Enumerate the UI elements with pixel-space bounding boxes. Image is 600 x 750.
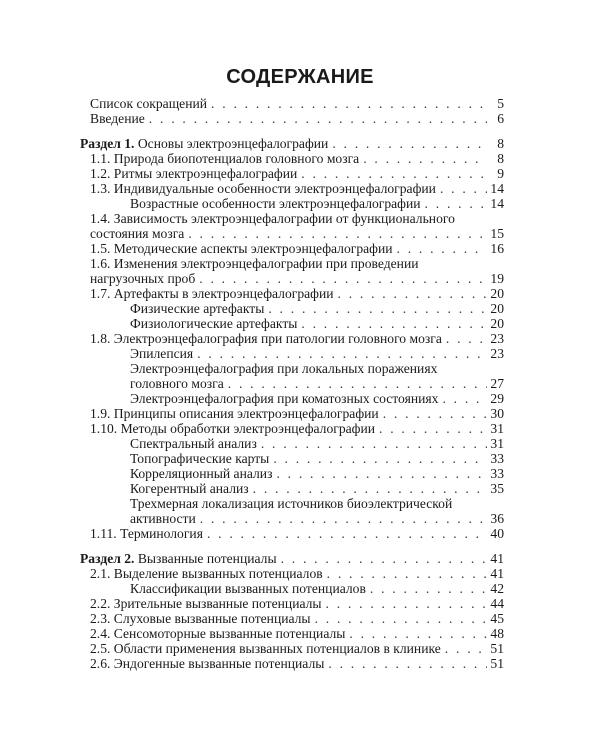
- toc-entry-title: 1.8. Электроэнцефалография при патологии головного мозга: [90, 331, 442, 346]
- dot-leader: [261, 436, 487, 451]
- toc-entry[interactable]: [80, 111, 504, 126]
- page-number: 36: [490, 511, 504, 526]
- dot-leader: [349, 626, 487, 641]
- toc-entry[interactable]: [80, 596, 504, 611]
- toc-entry[interactable]: [80, 421, 504, 436]
- toc-entry-title: Эпилепсия: [130, 346, 194, 361]
- toc-entry[interactable]: [80, 166, 504, 181]
- toc-entry[interactable]: [80, 436, 504, 451]
- dot-leader: [211, 96, 487, 111]
- page-number: 48: [490, 626, 504, 641]
- toc-entry-title: 2.6. Эндогенные вызванные потенциалы: [90, 656, 325, 671]
- toc-entry-title: 1.7. Артефакты в электроэнцефалографии: [90, 286, 334, 301]
- toc-entry-title-continued: головного мозга: [130, 376, 224, 391]
- toc-entry-title: Вызванные потенциалы: [137, 551, 277, 566]
- toc-entry-title: Физиологические артефакты: [130, 316, 298, 331]
- page-number: 42: [490, 581, 504, 596]
- toc-entry-title: Трехмерная локализация источников биоэлектрической: [130, 496, 453, 511]
- table-of-contents: [80, 96, 504, 671]
- toc-entry-title: 1.6. Изменения электроэнцефалографии при проведении: [90, 256, 419, 271]
- page-number: 33: [490, 466, 504, 481]
- dot-leader: [228, 376, 487, 391]
- page-number: 33: [490, 451, 504, 466]
- toc-entry-title: 2.1. Выделение вызванных потенциалов: [90, 566, 323, 581]
- page-number: 16: [490, 241, 504, 256]
- dot-leader: [440, 181, 487, 196]
- toc-entry[interactable]: [80, 316, 504, 331]
- page-number: 29: [490, 391, 504, 406]
- section-label: Раздел 2.: [80, 551, 135, 566]
- toc-entry[interactable]: [80, 301, 504, 316]
- toc-entry-title: Основы электроэнцефалографии: [137, 136, 329, 151]
- toc-entry-title: Топографические карты: [130, 451, 270, 466]
- section-label: Раздел 1.: [80, 136, 135, 151]
- toc-entry-title: Физические артефакты: [130, 301, 265, 316]
- toc-entry[interactable]: [80, 451, 504, 466]
- toc-entry[interactable]: [80, 496, 504, 526]
- page-number: 51: [490, 641, 504, 656]
- toc-entry-title: 2.5. Области применения вызванных потенциалов в клинике: [90, 641, 441, 656]
- dot-leader: [370, 581, 487, 596]
- toc-entry[interactable]: [80, 566, 504, 581]
- toc-entry[interactable]: [80, 211, 504, 241]
- page-title: СОДЕРЖАНИЕ: [226, 66, 374, 88]
- toc-entry-title: 2.2. Зрительные вызванные потенциалы: [90, 596, 322, 611]
- toc-entry-title: 1.5. Методические аспекты электроэнцефалографии: [90, 241, 393, 256]
- page-number: 41: [490, 566, 504, 581]
- dot-leader: [276, 466, 487, 481]
- toc-entry-title: Когерентный анализ: [130, 481, 249, 496]
- page-number: 35: [490, 481, 504, 496]
- dot-leader: [188, 226, 487, 241]
- toc-entry[interactable]: [80, 331, 504, 346]
- toc-entry[interactable]: [80, 151, 504, 166]
- toc-entry[interactable]: [80, 286, 504, 301]
- toc-entry-title: Электроэнцефалография при локальных поражениях: [130, 361, 438, 376]
- page-number: 31: [490, 436, 504, 451]
- dot-leader: [253, 481, 487, 496]
- page-number: 40: [490, 526, 504, 541]
- dot-leader: [301, 316, 487, 331]
- page-number: 14: [490, 181, 504, 196]
- toc-entry[interactable]: [80, 581, 504, 596]
- page-number: 20: [490, 301, 504, 316]
- dot-leader: [445, 641, 487, 656]
- toc-entry-title: 1.9. Принципы описания электроэнцефалографии: [90, 406, 379, 421]
- toc-entry-title-continued: активности: [130, 511, 196, 526]
- dot-leader: [446, 331, 487, 346]
- toc-entry[interactable]: [80, 256, 504, 286]
- page-number: 8: [497, 136, 504, 151]
- toc-entry-title: 2.3. Слуховые вызванные потенциалы: [90, 611, 311, 626]
- toc-entry-title: Корреляционный анализ: [130, 466, 273, 481]
- dot-leader: [301, 166, 487, 181]
- dot-leader: [149, 111, 487, 126]
- toc-entry[interactable]: [80, 181, 504, 196]
- toc-entry[interactable]: [80, 611, 504, 626]
- page-number: 23: [490, 331, 504, 346]
- dot-leader: [338, 286, 487, 301]
- page-number: 51: [490, 656, 504, 671]
- page-number: 30: [490, 406, 504, 421]
- toc-entry[interactable]: [80, 466, 504, 481]
- page-number: 20: [490, 316, 504, 331]
- toc-entry[interactable]: [80, 641, 504, 656]
- dot-leader: [207, 526, 487, 541]
- toc-entry[interactable]: [80, 96, 504, 111]
- toc-entry[interactable]: [80, 241, 504, 256]
- toc-entry-title: Введение: [90, 111, 145, 126]
- toc-entry-title: Спектральный анализ: [130, 436, 257, 451]
- toc-entry-title: 1.1. Природа биопотенциалов головного мозга: [90, 151, 360, 166]
- page-number: 31: [490, 421, 504, 436]
- toc-entry-title: 1.11. Терминология: [90, 526, 203, 541]
- page-number: 20: [490, 286, 504, 301]
- toc-entry-title: 1.3. Индивидуальные особенности электроэнцефалографии: [90, 181, 436, 196]
- toc-entry-title-continued: состояния мозга: [90, 226, 185, 241]
- toc-entry-title: Классификации вызванных потенциалов: [130, 581, 366, 596]
- dot-leader: [442, 391, 487, 406]
- dot-leader: [425, 196, 487, 211]
- dot-leader: [383, 406, 487, 421]
- page-number: 9: [497, 166, 504, 181]
- page-number: 19: [490, 271, 504, 286]
- toc-entry-title: 1.2. Ритмы электроэнцефалографии: [90, 166, 298, 181]
- toc-entry[interactable]: [80, 136, 504, 151]
- dot-leader: [200, 511, 487, 526]
- page-number: 15: [490, 226, 504, 241]
- toc-entry[interactable]: [80, 346, 504, 361]
- page-number: 8: [497, 151, 504, 166]
- page-number: 6: [497, 111, 504, 126]
- toc-entry[interactable]: [80, 391, 504, 406]
- toc-entry-title: Список сокращений: [90, 96, 208, 111]
- toc-entry[interactable]: [80, 656, 504, 671]
- page-number: 45: [490, 611, 504, 626]
- dot-leader: [315, 611, 487, 626]
- page-number: 14: [490, 196, 504, 211]
- toc-entry-title: 2.4. Сенсомоторные вызванные потенциалы: [90, 626, 346, 641]
- page-number: 44: [490, 596, 504, 611]
- page-number: 27: [490, 376, 504, 391]
- toc-entry[interactable]: [80, 196, 504, 211]
- toc-entry-title: 1.4. Зависимость электроэнцефалографии от функционального: [90, 211, 455, 226]
- toc-entry[interactable]: [80, 626, 504, 641]
- dot-leader: [326, 596, 487, 611]
- toc-entry-title: Возрастные особенности электроэнцефалографии: [130, 196, 421, 211]
- toc-entry[interactable]: [80, 361, 504, 391]
- toc-entry-title: 1.10. Методы обработки электроэнцефалографии: [90, 421, 376, 436]
- dot-leader: [328, 656, 487, 671]
- dot-leader: [268, 301, 487, 316]
- toc-entry[interactable]: [80, 481, 504, 496]
- dot-leader: [197, 346, 487, 361]
- page-number: 41: [490, 551, 504, 566]
- toc-entry[interactable]: [80, 551, 504, 566]
- toc-entry-title-continued: нагрузочных проб: [90, 271, 196, 286]
- dot-leader: [281, 551, 487, 566]
- dot-leader: [327, 566, 487, 581]
- dot-leader: [332, 136, 487, 151]
- dot-leader: [397, 241, 487, 256]
- dot-leader: [379, 421, 487, 436]
- dot-leader: [273, 451, 487, 466]
- page-number: 23: [490, 346, 504, 361]
- toc-entry[interactable]: [80, 526, 504, 541]
- toc-entry-title: Электроэнцефалография при коматозных состояниях: [130, 391, 439, 406]
- dot-leader: [363, 151, 487, 166]
- toc-entry[interactable]: [80, 406, 504, 421]
- dot-leader: [199, 271, 487, 286]
- page-number: 5: [497, 96, 504, 111]
